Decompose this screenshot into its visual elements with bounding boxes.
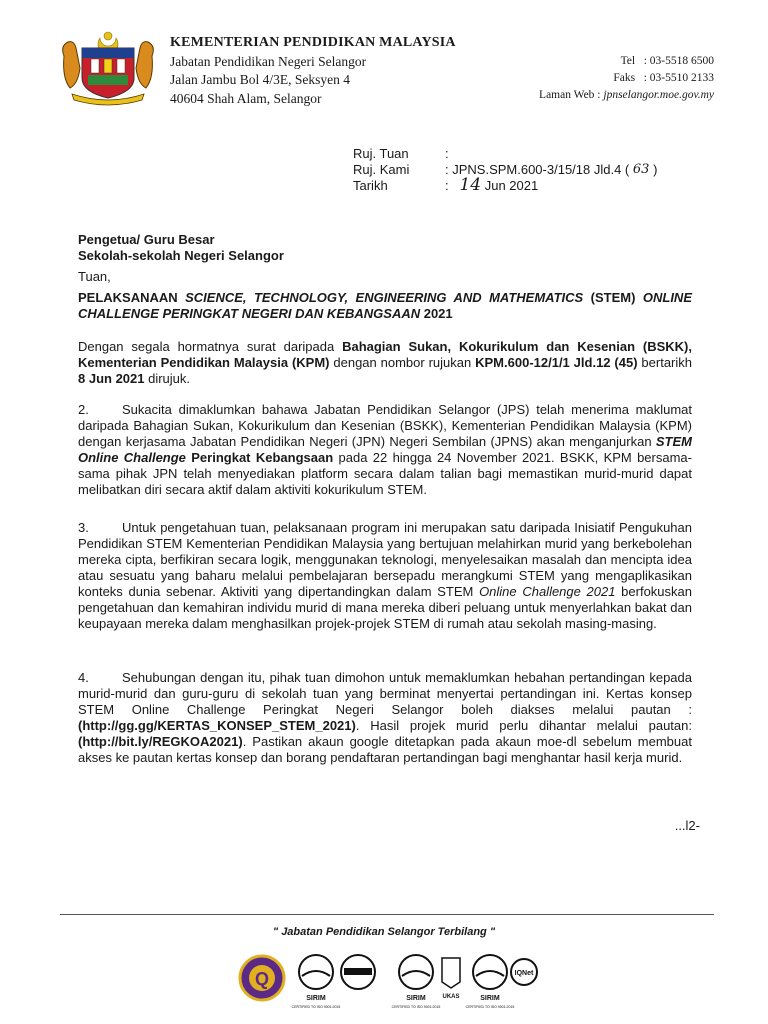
p1-d: KPM.600-12/1/1 Jld.12 (45) <box>475 355 638 370</box>
tarikh-rest: Jun 2021 <box>484 178 539 193</box>
web-value: jpnselangor.moe.gov.my <box>603 89 714 101</box>
reference-block <box>353 146 657 194</box>
tarikh-handwritten-day: 14 <box>459 175 482 195</box>
letterhead-address <box>170 34 456 108</box>
street-address: Jalan Jambu Bol 4/3E, Seksyen 4 <box>170 72 350 87</box>
p1-c: dengan nombor rujukan <box>329 355 476 370</box>
tarikh-row <box>353 175 657 195</box>
ruj-kami-row <box>353 162 657 178</box>
fax-value: : 03-5510 2133 <box>643 72 714 84</box>
footer-motto: " Jabatan Pendidikan Selangor Terbilang " <box>272 926 496 938</box>
sirim-label-1: SIRIM <box>306 995 326 1002</box>
p4-a: Sehubungan dengan itu, pihak tuan dimohon untuk memaklumkan hebahan pertandingan kepada murid-murid dan guru-guru di sekolah tuan yang berminat menyertai pertandingan ini. Kertas konsep STEM Online Challenge Peringkat Negeri Selangor boleh diakses melalui pautan : <box>78 670 692 717</box>
fax-label: Faks <box>613 72 636 84</box>
subject-part-d: ONLINE CHALLENGE PERINGKAT NEGERI DAN KEBANGSAAN <box>78 290 692 321</box>
ukas-label: UKAS <box>442 994 460 1000</box>
paragraph-4 <box>78 670 692 766</box>
p4-e: . Pastikan akaun google ditetapkan pada akaun moe-dl sebelum membuat akses ke pautan kertas konsep dan borang pendaftaran pertandingan bagi menghantar hasil kerja murid. <box>78 734 692 765</box>
iso-cert-text-2: CERTIFIED TO ISO 9001:2015 <box>391 1005 441 1009</box>
p4-number: 4. <box>78 670 89 685</box>
tarikh-label: Tarikh <box>353 178 388 193</box>
p1-f: 8 Jun 2021 <box>78 371 145 386</box>
ruj-kami-label: Ruj. Kami <box>353 162 410 177</box>
paragraph-2 <box>78 402 692 498</box>
ruj-kami-close: ) <box>653 162 658 177</box>
p2-number: 2. <box>78 402 89 417</box>
p1-g: dirujuk. <box>144 371 191 386</box>
subject-heading <box>78 290 692 322</box>
ruj-kami-handwritten-number: 63 <box>632 162 650 177</box>
q-letter: Q <box>254 969 270 989</box>
sirim-quality-system-3-icon <box>473 955 507 1002</box>
iso-cert-text-3: CERTIFIED TO ISO 9001:2015 <box>465 1005 515 1009</box>
letterhead-contacts <box>539 53 714 104</box>
footer-divider <box>60 914 714 915</box>
p1-b: Bahagian Sukan, Kokurikulum dan Kesenian (BSKK), Kementerian Pendidikan Malaysia (KPM) <box>78 339 692 370</box>
ruj-tuan-label: Ruj. Tuan <box>353 146 409 161</box>
tel-value: : 03-5518 6500 <box>643 55 714 67</box>
salutation: Tuan, <box>78 269 111 284</box>
iso-cert-text-1: CERTIFIED TO ISO 9001:2015 <box>291 1005 341 1009</box>
quality-q-logo-icon <box>240 956 284 1000</box>
iqnet-icon <box>511 959 537 985</box>
ukas-icon <box>442 958 460 1000</box>
p1-e: bertarikh <box>637 355 692 370</box>
recipient-title: Pengetua/ Guru Besar <box>78 232 215 247</box>
p2-a: Sukacita dimaklumkan bahawa Jabatan Pendidikan Selangor (JPS) telah menerima maklumat daripada Bahagian Sukan, Kokurikulum dan Kesenian (BSKK), Kementerian Pendidikan Malaysia (KPM) dengan kerjasama Jabatan Pendidikan Negeri (JPN) Negeri Sembilan (JPNS) akan menganjurkan <box>78 402 692 449</box>
ruj-tuan-value: : <box>445 146 449 161</box>
p2-c: Peringkat Kebangsaan <box>185 450 334 465</box>
p3-a: Untuk pengetahuan tuan, pelaksanaan program ini merupakan satu daripada Inisiatif Pengukuhan Pendidikan STEM Kementerian Pendidikan Malaysia yang bertujuan melahirkan murid yang berkebolehan mereka cipta, berfikiran secara logik, menggunakan teknologi, menyelesaikan masalah dan mencipta idea atau sesuatu yang baharu melalui pembelajaran bersepadu merangkumi STEM yang mengaplikasikan konteks dunia sebenar. Aktiviti yang dipertandingkan dalam STEM <box>78 520 692 599</box>
certification-logos <box>238 944 538 1012</box>
p4-link-regkoa[interactable]: (http://bit.ly/REGKOA2021) <box>78 734 243 749</box>
subject-part-b: SCIENCE, TECHNOLOGY, ENGINEERING AND MATHEMATICS <box>185 290 584 305</box>
p3-b: Online Challenge 2021 <box>479 584 616 599</box>
ruj-tuan-row <box>353 146 657 162</box>
ruj-kami-value: : JPNS.SPM.600-3/15/18 Jld.4 ( <box>445 162 630 177</box>
city-address: 40604 Shah Alam, Selangor <box>170 90 322 106</box>
p4-link-kertas-konsep[interactable]: (http://gg.gg/KERTAS_KONSEP_STEM_2021) <box>78 718 356 733</box>
ministry-name: KEMENTERIAN PENDIDIKAN MALAYSIA <box>170 35 456 50</box>
web-row <box>539 87 714 104</box>
recipient-schools: Sekolah-sekolah Negeri Selangor <box>78 248 284 263</box>
next-page-marker: ...l2- <box>674 818 700 833</box>
department-name: Jabatan Pendidikan Negeri Selangor <box>170 53 367 69</box>
p3-number: 3. <box>78 520 89 535</box>
standard-icon <box>341 955 375 989</box>
paragraph-1 <box>78 339 692 387</box>
p4-c: . Hasil projek murid perlu dihantar melalui pautan: <box>355 718 692 733</box>
recipient-block <box>78 232 692 264</box>
paragraph-3 <box>78 520 692 632</box>
sirim-label-3: SIRIM <box>480 995 500 1002</box>
p2-d: pada 22 hingga 24 November 2021. BSKK, KPM bersama-sama pihak JPN telah menyediakan platform secara dalam talian bagi memastikan murid-murid dapat melibatkan diri secara aktif dalam aktiviti kokurikulum STEM. <box>78 450 692 497</box>
p3-c: berfokuskan pengetahuan dan kemahiran individu murid di mana mereka diberi peluang untuk menyerlahkan bakat dan keupayaan mereka dalam menghasilkan projek-projek STEM di rumah atau sekolah masing-masing. <box>78 584 692 631</box>
tarikh-colon: : <box>445 178 449 193</box>
p1-a: Dengan segala hormatnya surat daripada <box>78 339 343 354</box>
sirim-quality-system-icon <box>299 955 333 1002</box>
web-label: Laman Web : <box>539 89 601 101</box>
p2-b: STEM Online Challenge <box>78 434 692 465</box>
malaysia-coat-of-arms-icon <box>58 28 158 106</box>
iqnet-label: IQNet <box>514 970 534 977</box>
subject-part-c: (STEM) <box>583 290 643 305</box>
tel-label: Tel <box>620 55 636 67</box>
sirim-quality-system-2-icon <box>399 955 433 1002</box>
sirim-label-2: SIRIM <box>406 995 426 1002</box>
fax-row <box>539 70 714 87</box>
subject-part-a: PELAKSANAAN <box>78 290 186 305</box>
subject-part-e: 2021 <box>420 306 453 321</box>
tel-row <box>539 53 714 70</box>
